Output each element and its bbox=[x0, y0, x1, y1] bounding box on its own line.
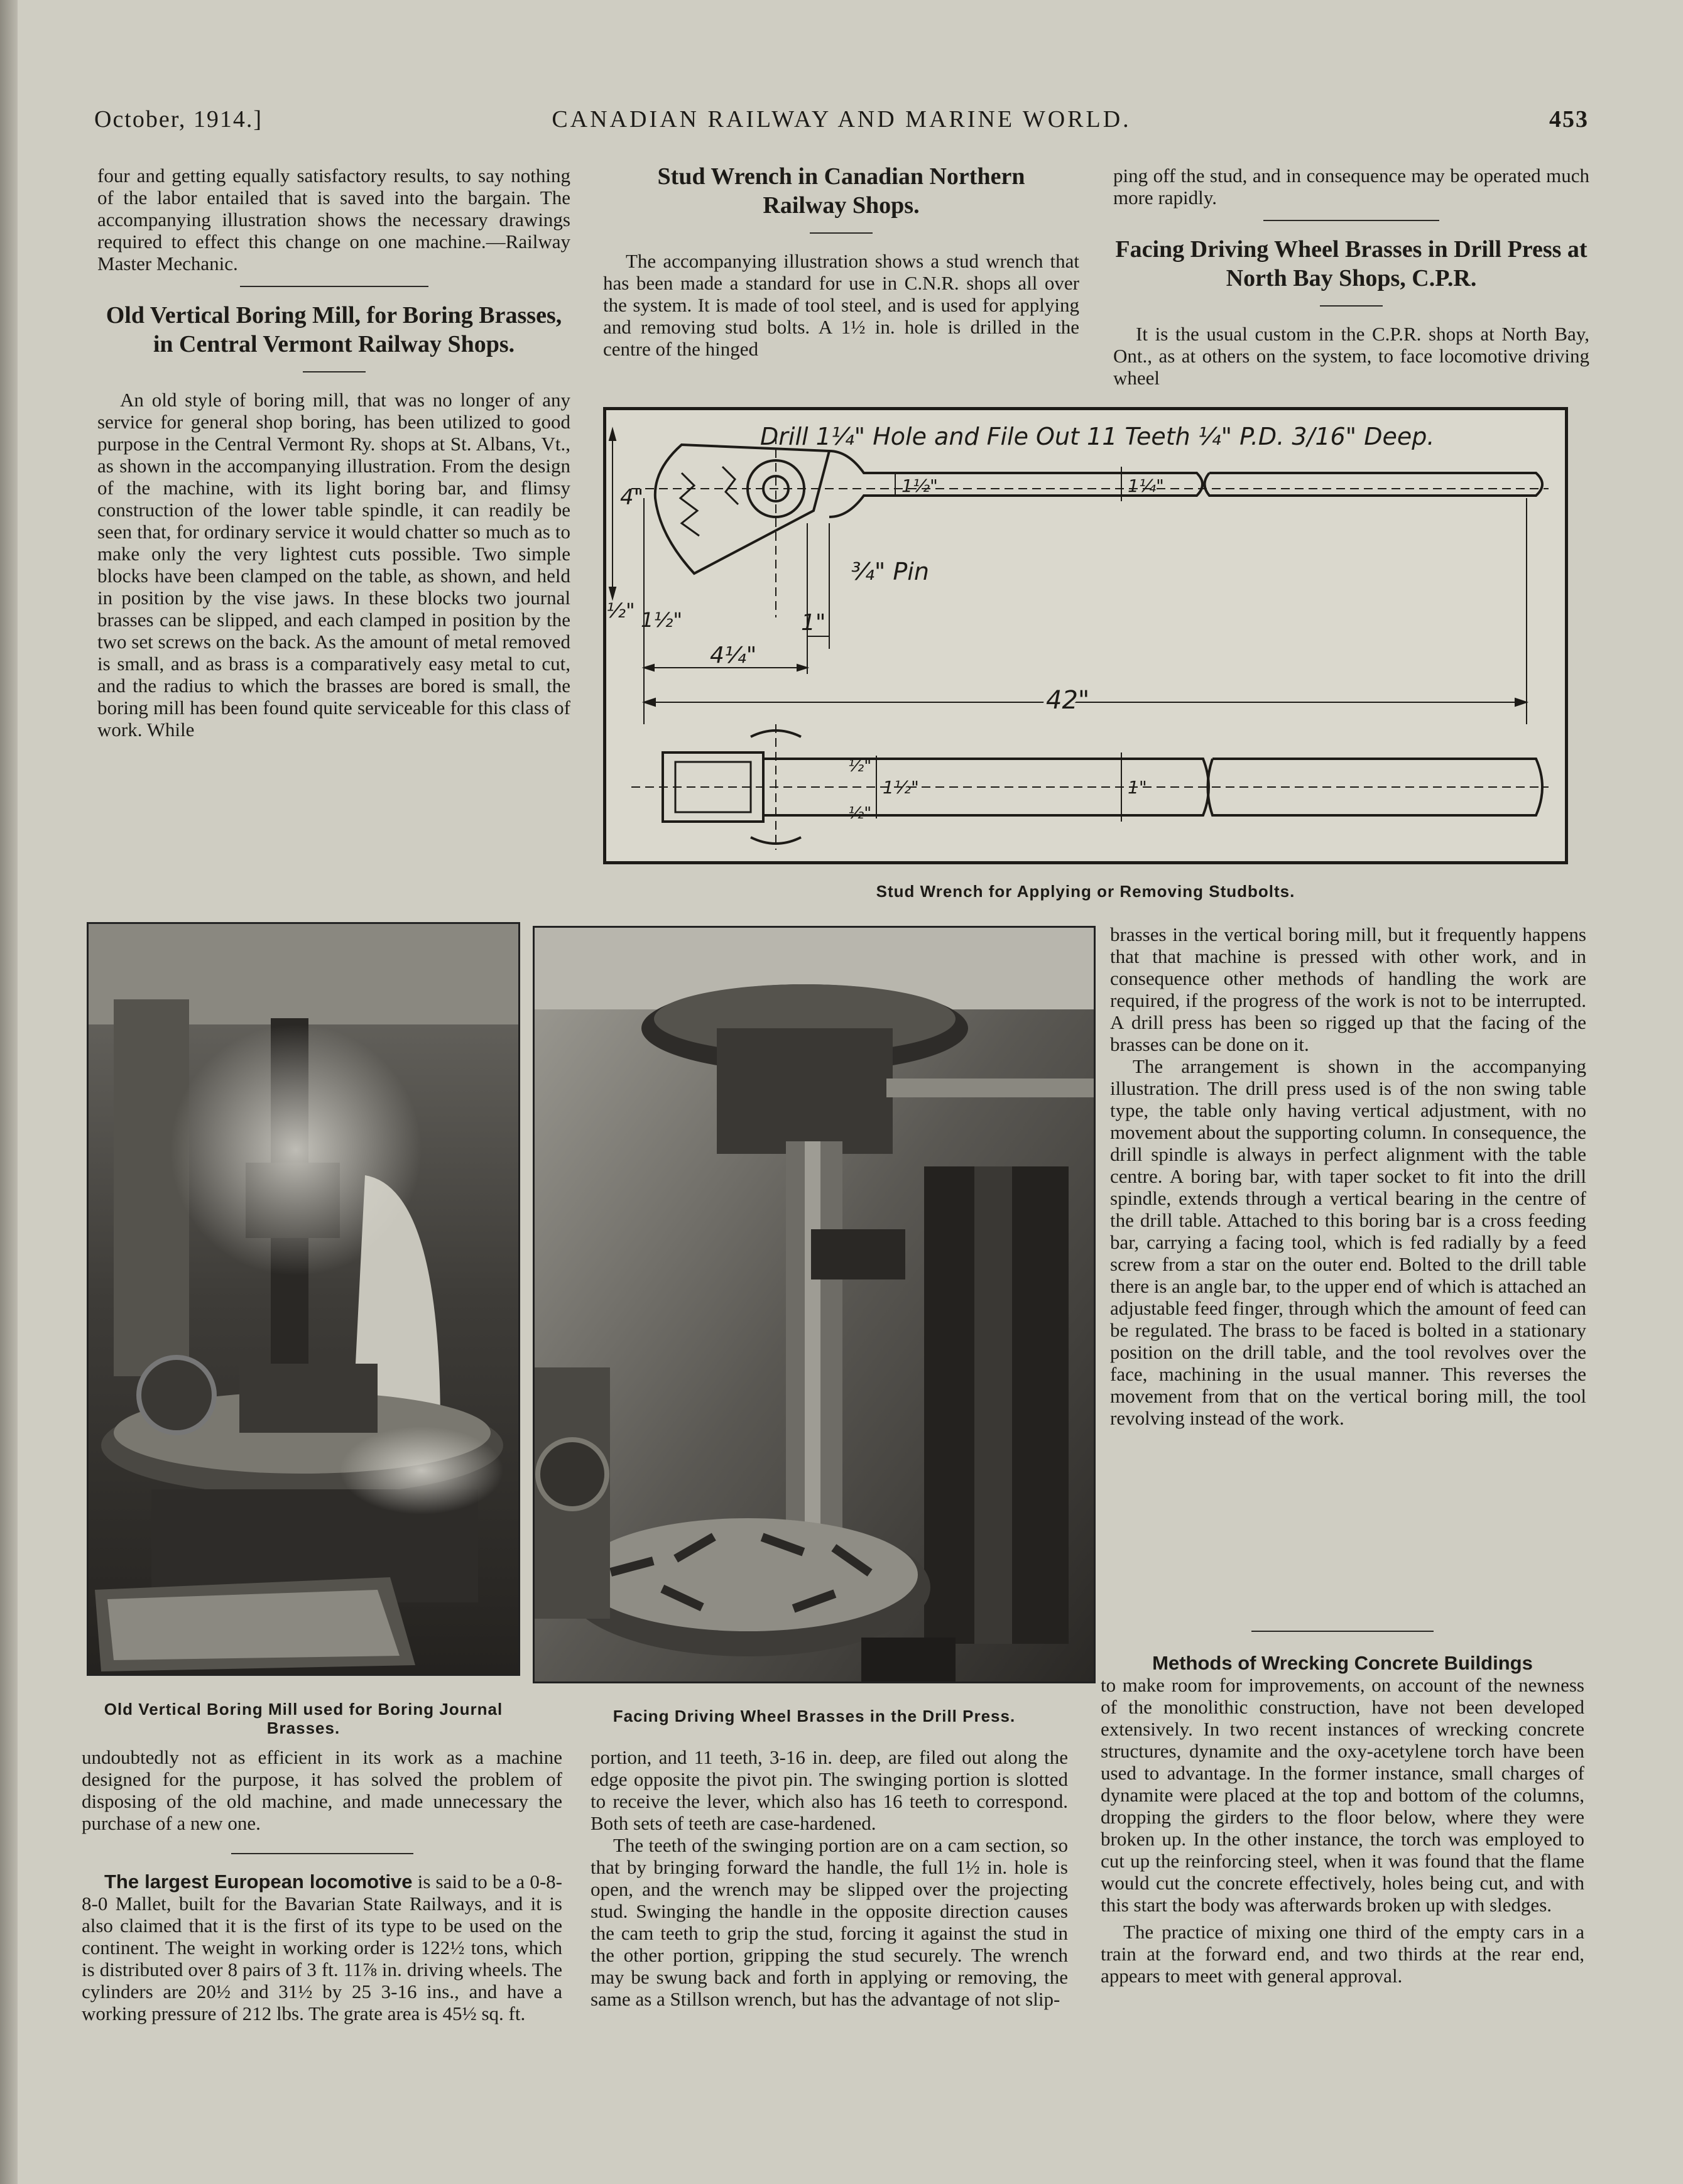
stud-wrench-drawing bbox=[603, 407, 1568, 864]
drawing-caption: Stud Wrench for Applying or Removing Studbolts. bbox=[876, 882, 1295, 901]
drawing-svg bbox=[606, 410, 1565, 861]
title-rule bbox=[1320, 305, 1383, 307]
article-body-boring-mill: An old style of boring mill, that was no longer of any service for general shop boring, has been utilized to good purpose in the Central Vermont Ry. shops at St. Albans, Vt., as shown in the accompanying illustration. From the design of the machine, with its light boring bar, and flimsy construction of the lower table spindle, it can readily be seen that, for ordinary service it would chatter so much as to make only the very lightest cuts possible. Two simple blocks have been clamped on the table, as shown, and held in position by the vise jaws. In these blocks two journal brasses can be slipped, and each clamped in position by the two set screws on the back. As the amount of metal removed is small, and as brass is a comparatively easy metal to cut, and the radius to which the brasses are bored is small, the boring mill has been found quite serviceable for this class of work. While bbox=[97, 389, 570, 741]
article-body-facing-brasses: It is the usual custom in the C.P.R. shops at North Bay, Ont., as at others on the system, to face locomotive driving wheel bbox=[1113, 323, 1589, 389]
col2-bottom bbox=[591, 1746, 1068, 2010]
dim-handle-1: 1½" bbox=[901, 475, 938, 496]
photo-boring-mill bbox=[87, 922, 520, 1676]
dim-1-label: 1" bbox=[801, 610, 826, 636]
dim-handle-4: 1" bbox=[1128, 777, 1147, 798]
dim-half-label: ½" bbox=[606, 599, 635, 622]
col3-bottom bbox=[1101, 1652, 1584, 1987]
dim-42-label: 42" bbox=[1046, 686, 1090, 715]
drill-note: Drill 1¼" Hole and File Out 11 Teeth ¼" P.D. 3/16" Deep. bbox=[760, 423, 1435, 450]
cars-paragraph: The practice of mixing one third of the empty cars in a train at the forward end, and two thirds at the rear end, appears to meet with general approval. bbox=[1101, 1921, 1584, 1987]
stud-wrench-paragraph-3: The teeth of the swinging portion are on a cam section, so that by bringing forward the handle, the full 1½ in. hole is open, and the wrench may be slipped over the projecting stud. Swinging the handle in the opposite direction causes the cam teeth to grip the stud, forcing it against the stud in the other portion, gripping the stud securely. The wrench may be swung back and forth in applying or removing, the same as a Stillson wrench, but has the advantage of not slip- bbox=[591, 1834, 1068, 2010]
dim-handle-2: 1¼" bbox=[1128, 475, 1164, 496]
col3-top bbox=[1113, 165, 1589, 389]
wrecking-lead bbox=[1101, 1652, 1584, 1674]
photo1-caption: Old Vertical Boring Mill used for Boring Journal Brasses. bbox=[104, 1700, 503, 1737]
section-divider bbox=[1251, 1631, 1434, 1632]
wrecking-lead-text: Methods of Wrecking Concrete Buildings bbox=[1152, 1652, 1533, 1674]
col1-top bbox=[97, 165, 570, 741]
header-date: October, 1914.] bbox=[94, 106, 263, 133]
page-number: 453 bbox=[1549, 106, 1589, 133]
facing-brasses-paragraph-1: brasses in the vertical boring mill, but it frequently happens that that machine is pressed with other work, and in consequence other methods of handling the work are required, if the progress of the work is not to be interrupted. A drill press has been so rigged up that the facing of the brasses can be done on it. bbox=[1110, 923, 1586, 1055]
article-title-stud-wrench: Stud Wrench in Canadian Northern Railway Shops. bbox=[657, 163, 1025, 219]
dim-handle-3: 1½" bbox=[883, 777, 919, 798]
running-header bbox=[94, 106, 1589, 137]
dim-4-1-4-label: 4¼" bbox=[710, 643, 757, 668]
locomotive-lead: The largest European locomotive bbox=[104, 1871, 413, 1893]
title-rule bbox=[810, 232, 873, 234]
pin-label: ¾" Pin bbox=[851, 558, 929, 585]
book-spine bbox=[0, 0, 18, 2184]
section-divider bbox=[1263, 220, 1439, 221]
locomotive-paragraph bbox=[82, 1871, 562, 2024]
article-title-facing-brasses: Facing Driving Wheel Brasses in Drill Press at North Bay Shops, C.P.R. bbox=[1115, 236, 1588, 291]
continuation-paragraph: four and getting equally satisfactory results, to say nothing of the labor entailed that is saved into the bargain. The accompanying illustration shows the necessary drawings required to effect this change on one machine.—Railway Master Mechanic. bbox=[97, 165, 570, 274]
section-divider bbox=[231, 1853, 413, 1854]
section-divider bbox=[240, 286, 428, 287]
wrecking-paragraph-1: to make room for improvements, on account of the newness of the monolithic construction, have not been developed extensively. In two recent instances of wrecking concrete structures, dynamite and the oxy-acetylene torch have been used to advantage. In the former instance, small charges of dynamite were placed at the top and bottom of the columns, dropping the girders to the floor below, where they were broken up. In the other instance, the torch was employed to cut up the reinforcing steel, when it was found that the flame would cut the concrete effectively, holes being cut, and with this start the body was afterwards broken up with sledges. bbox=[1101, 1674, 1584, 1916]
col2-top bbox=[603, 162, 1079, 360]
boring-mill-image bbox=[89, 924, 518, 1674]
dim-4-label: 4" bbox=[620, 485, 644, 510]
dim-handle-6: ½" bbox=[848, 804, 872, 823]
photo2-caption: Facing Driving Wheel Brasses in the Drill Press. bbox=[613, 1707, 1016, 1725]
continuation-paragraph: ping off the stud, and in consequence may be operated much more rapidly. bbox=[1113, 165, 1589, 209]
title-rule bbox=[303, 371, 366, 372]
stud-wrench-paragraph-2: portion, and 11 teeth, 3-16 in. deep, are filed out along the edge opposite the pivot pin. The swinging portion is slotted to receive the lever, which also has 16 teeth to correspond. Both sets of teeth are case-hardened. bbox=[591, 1746, 1068, 1834]
col3-mid bbox=[1110, 923, 1586, 1429]
facing-brasses-paragraph-2: The arrangement is shown in the accompanying illustration. The drill press used is of the non swing table type, the table only having vertical adjustment, with no movement about the supporting column. In consequence, the drill spindle is always in perfect alignment with the table centre. A boring bar, with taper socket to fit into the drill spindle, extends through a vertical bearing in the centre of the drill table. Attached to this boring bar is a cross feeding bar, carrying a facing tool, which is fed radially by a feed screw from a star on the outer end. Bolted to the drill table there is an angle bar, to the upper end of which is attached an adjustable feed finger, through which the amount of feed can be regulated. The brass to be faced is bolted in a stationary position on the drill table, and the tool revolves over the face, machining in the usual manner. This reverses the movement from that on the vertical boring mill, the tool revolving instead of the work. bbox=[1110, 1055, 1586, 1429]
dim-handle-5: ½" bbox=[848, 757, 872, 776]
boring-mill-conclusion: undoubtedly not as efficient in its work as a machine designed for the purpose, it has solved the problem of disposing of the old machine, and made unnecessary the purchase of a new one. bbox=[82, 1746, 562, 1834]
col1-bottom bbox=[82, 1746, 562, 2024]
journal-title: CANADIAN RAILWAY AND MARINE WORLD. bbox=[552, 106, 1131, 133]
dim-1-1-2-label: 1½" bbox=[641, 608, 683, 632]
drill-press-image bbox=[535, 928, 1094, 1681]
article-title-boring-mill: Old Vertical Boring Mill, for Boring Brasses, in Central Vermont Railway Shops. bbox=[106, 302, 562, 357]
photo-drill-press bbox=[533, 926, 1096, 1683]
locomotive-text: is said to be a 0-8-8-0 Mallet, built for the Bavarian State Railways, and it is also claimed that it is the first of its type to be used on the continent. The weight in working order is 122½ tons, which is distributed over 8 pairs of 3 ft. 11⅞ in. driving wheels. The cylinders are 20½ and 31½ by 25 3-16 ins., and have a working pressure of 212 lbs. The grate area is 45½ sq. ft. bbox=[82, 1871, 563, 2024]
article-body-stud-wrench: The accompanying illustration shows a stud wrench that has been made a standard for use in C.N.R. shops all over the system. It is made of tool steel, and is used for applying and removing stud bolts. A 1½ in. hole is drilled in the centre of the hinged bbox=[603, 250, 1079, 360]
